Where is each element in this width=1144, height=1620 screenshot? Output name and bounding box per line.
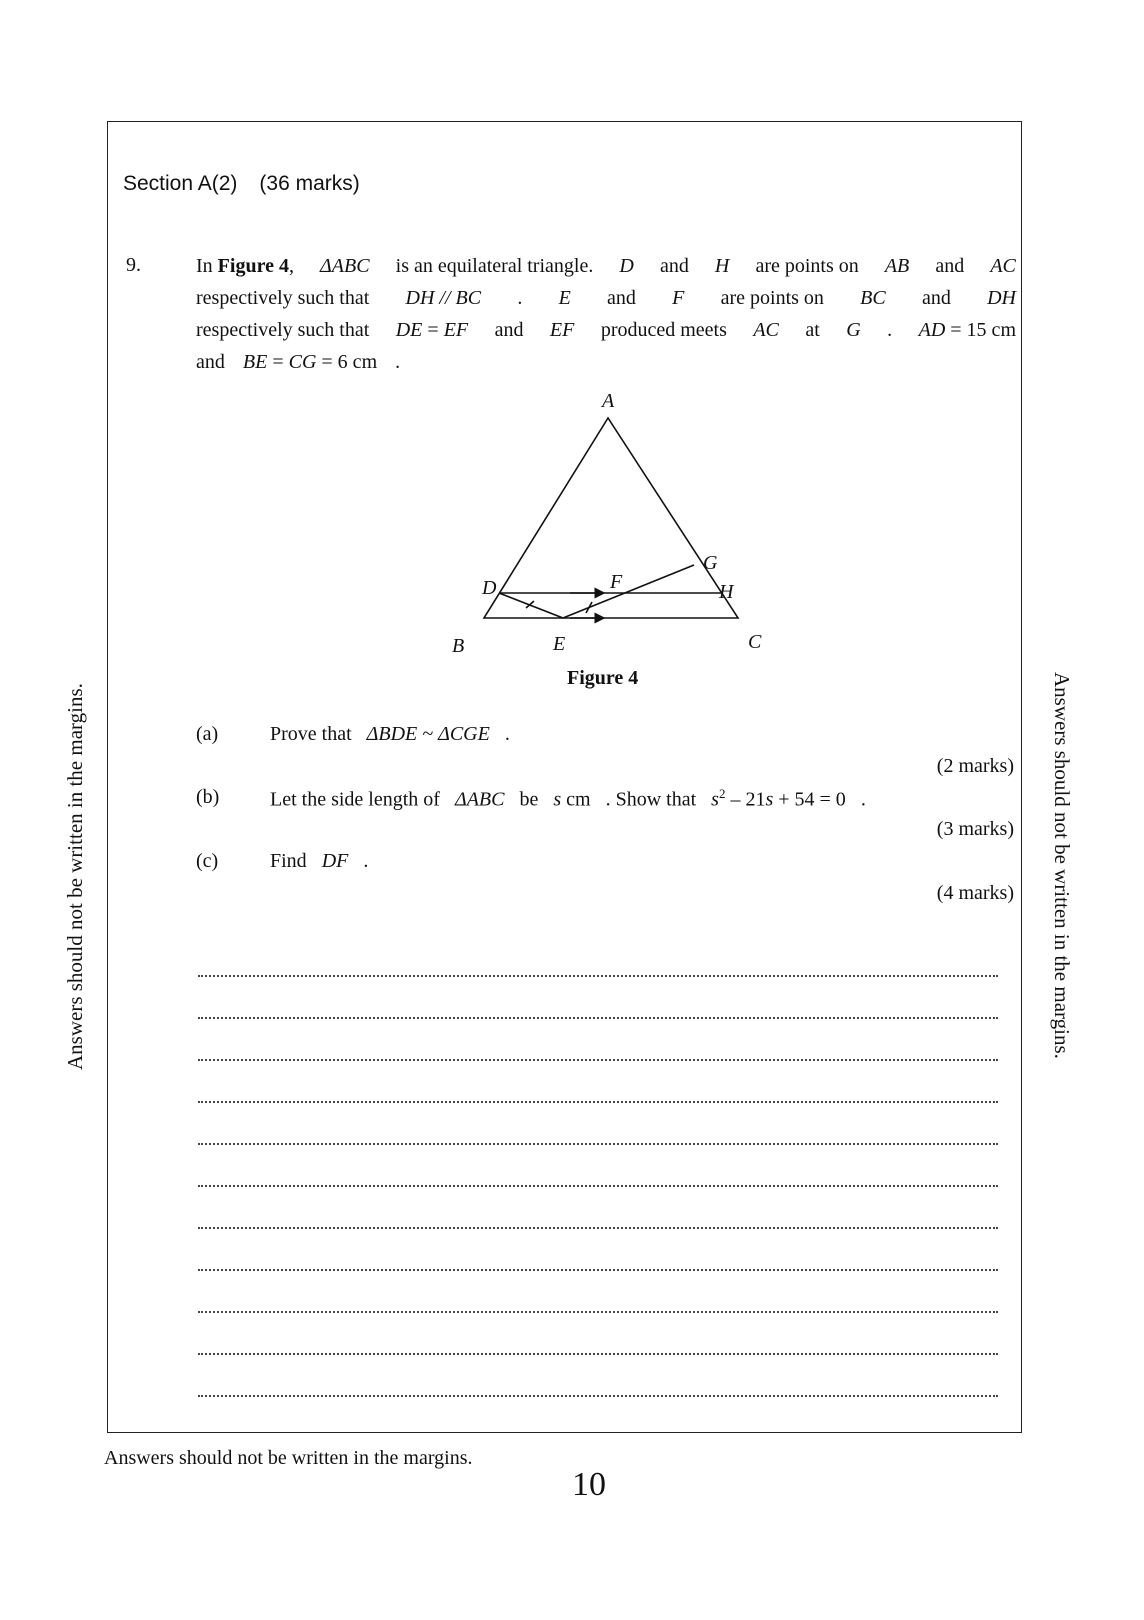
stem-line-4: and BE = CG = 6 cm . (196, 351, 401, 373)
part-a-text: Prove that ΔBDE ~ ΔCGE . (270, 723, 510, 745)
part-c-marks: (4 marks) (936, 882, 1014, 904)
part-b-label: (b) (196, 786, 220, 808)
figure-4-diagram (452, 390, 780, 660)
page-number: 10 (572, 1466, 606, 1503)
answer-line[interactable] (198, 1353, 998, 1355)
label-g: G (703, 552, 718, 574)
stem-line-3: respectively such that DE = EF and EF produced meets AC at G . AD = 15 cm (196, 319, 1016, 341)
question-number: 9. (126, 254, 141, 276)
part-c-text: Find DF . (270, 850, 369, 872)
label-f: F (610, 571, 623, 593)
answer-line[interactable] (198, 975, 998, 977)
answer-line[interactable] (198, 1059, 998, 1061)
answer-line[interactable] (198, 1101, 998, 1103)
question-stem (196, 250, 1016, 378)
answer-line[interactable] (198, 1395, 998, 1397)
answer-line[interactable] (198, 1143, 998, 1145)
segment-eg (563, 565, 694, 618)
answer-line[interactable] (198, 1311, 998, 1313)
answer-line[interactable] (198, 1017, 998, 1019)
part-b-text: Let the side length of ΔABC be s cm . Show that $s^2 - 21s + 54 = 0$ . (270, 786, 866, 811)
margin-note-right: Answers should not be written in the margins. (1050, 672, 1074, 1059)
label-h: H (719, 581, 734, 603)
label-b: B (452, 635, 465, 657)
figure-caption: Figure 4 (567, 667, 639, 689)
stem-line-1: In Figure 4, ΔABC is an equilateral triangle. D and H are points on AB and AC (196, 255, 1016, 277)
label-c: C (748, 631, 762, 653)
label-a: A (602, 390, 615, 412)
margin-note-bottom: Answers should not be written in the margins. (104, 1447, 473, 1469)
segment-de (499, 593, 563, 618)
margin-note-left: Answers should not be written in the margins. (63, 683, 87, 1070)
part-c-label: (c) (196, 850, 219, 872)
answer-line[interactable] (198, 1227, 998, 1229)
section-marks: (36 marks) (259, 172, 360, 195)
label-e: E (553, 633, 566, 655)
part-a-label: (a) (196, 723, 219, 745)
part-a-marks: (2 marks) (936, 755, 1014, 777)
section-name: Section A(2) (123, 172, 238, 195)
answer-line[interactable] (198, 1269, 998, 1271)
part-b-marks: (3 marks) (936, 818, 1014, 840)
stem-line-2: respectively such that DH // BC . E and F are points on BC and DH (196, 287, 1016, 309)
section-title (123, 172, 360, 196)
label-d: D (482, 577, 497, 599)
answer-line[interactable] (198, 1185, 998, 1187)
